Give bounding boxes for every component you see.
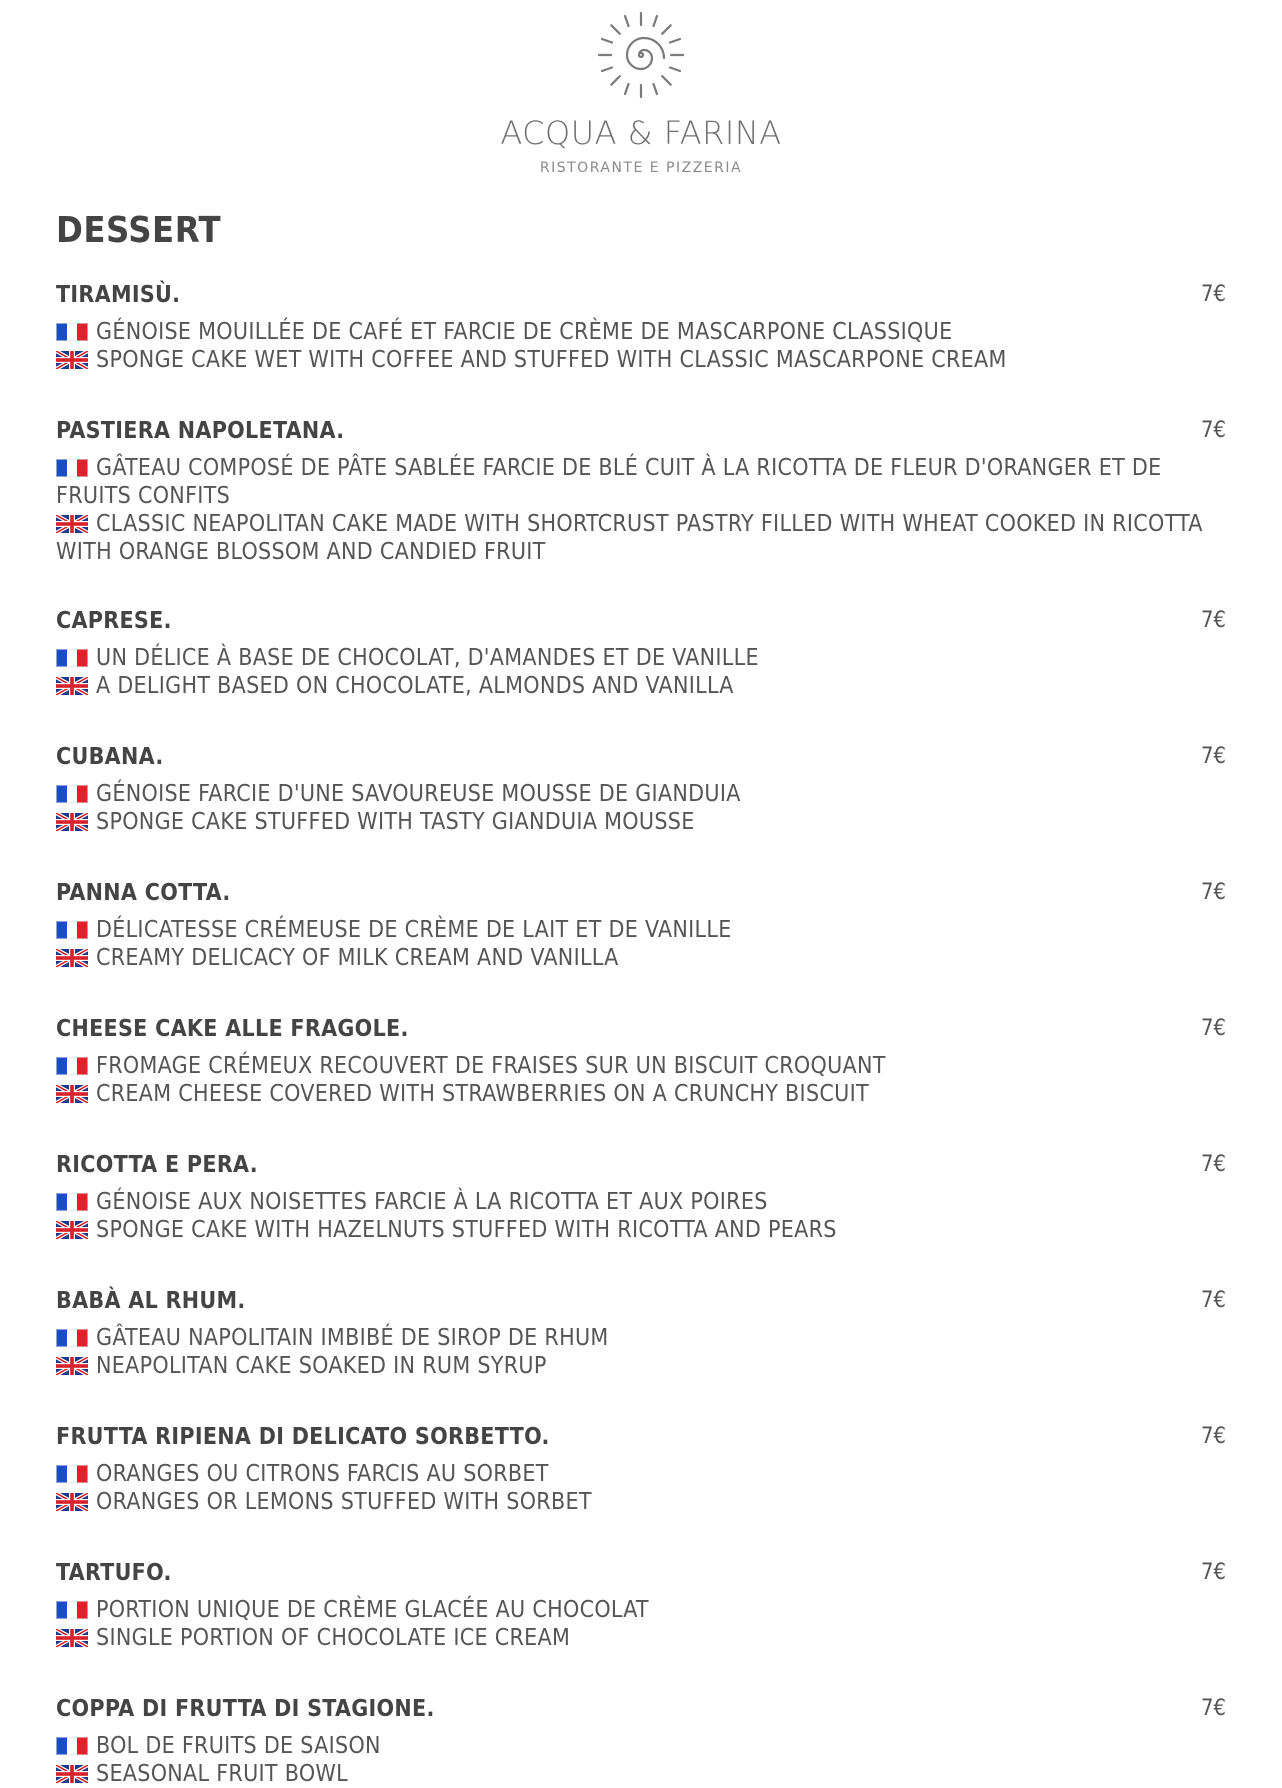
french-flag-icon (56, 649, 88, 667)
menu-item-name: RICOTTA E PERA. (56, 1152, 258, 1178)
menu-item-header (56, 876, 1226, 910)
menu-item (56, 1692, 1226, 1788)
menu-item-price: 7€ (1200, 880, 1226, 905)
uk-flag-icon (56, 1357, 88, 1375)
menu-item-price: 7€ (1200, 608, 1226, 633)
french-flag-icon (56, 785, 88, 803)
menu-item-name: BABÀ AL RHUM. (56, 1288, 246, 1314)
menu-item-price: 7€ (1200, 1152, 1226, 1177)
menu-item-price: 7€ (1200, 418, 1226, 443)
menu-item (56, 1420, 1226, 1516)
menu-item-price: 7€ (1200, 282, 1226, 307)
menu-item-description (56, 1324, 1226, 1380)
menu-item-header (56, 278, 1226, 312)
menu-item-name: CAPRESE. (56, 608, 172, 634)
description-french-text: UN DÉLICE À BASE DE CHOCOLAT, D'AMANDES ET DE VANILLE (96, 645, 759, 671)
uk-flag-icon (56, 1765, 88, 1783)
menu-item (56, 1556, 1226, 1652)
french-flag-icon (56, 1465, 88, 1483)
description-english (56, 1352, 1226, 1380)
description-french-text: PORTION UNIQUE DE CRÈME GLACÉE AU CHOCOLAT (96, 1597, 649, 1623)
menu-item-price: 7€ (1200, 1560, 1226, 1585)
menu-item-name: COPPA DI FRUTTA DI STAGIONE. (56, 1696, 435, 1722)
description-english-text: SINGLE PORTION OF CHOCOLATE ICE CREAM (96, 1625, 571, 1651)
menu-item-name: TIRAMISÙ. (56, 282, 181, 308)
french-flag-icon (56, 1601, 88, 1619)
menu-item (56, 1148, 1226, 1244)
menu-item-description (56, 1596, 1226, 1652)
menu-item-name: CUBANA. (56, 744, 164, 770)
description-french-text: GÉNOISE FARCIE D'UNE SAVOUREUSE MOUSSE DE GIANDUIA (96, 781, 741, 807)
description-french-text: GÉNOISE MOUILLÉE DE CAFÉ ET FARCIE DE CRÈME DE MASCARPONE CLASSIQUE (96, 319, 953, 345)
description-french-text: ORANGES OU CITRONS FARCIS AU SORBET (96, 1461, 549, 1487)
uk-flag-icon (56, 813, 88, 831)
description-french (56, 644, 1226, 672)
french-flag-icon (56, 1193, 88, 1211)
description-english (56, 1760, 1226, 1788)
uk-flag-icon (56, 949, 88, 967)
menu-item (56, 604, 1226, 700)
description-english-text: CREAM CHEESE COVERED WITH STRAWBERRIES ON A CRUNCHY BISCUIT (96, 1081, 869, 1107)
menu-item-price: 7€ (1200, 1424, 1226, 1449)
uk-flag-icon (56, 1493, 88, 1511)
description-english (56, 510, 1226, 566)
description-english-text: SPONGE CAKE STUFFED WITH TASTY GIANDUIA MOUSSE (96, 809, 695, 835)
french-flag-icon (56, 921, 88, 939)
description-english (56, 944, 1226, 972)
description-french (56, 916, 1226, 944)
menu-item-name: PANNA COTTA. (56, 880, 231, 906)
menu-item-price: 7€ (1200, 1016, 1226, 1041)
description-english (56, 1216, 1226, 1244)
uk-flag-icon (56, 351, 88, 369)
menu-item (56, 414, 1226, 566)
description-english-text: CLASSIC NEAPOLITAN CAKE MADE WITH SHORTCRUST PASTRY FILLED WITH WHEAT COOKED IN RICOTTA WITH ORANGE BLOSSOM AND CANDIED FRUIT (56, 511, 1203, 565)
section-title: DESSERT (56, 210, 222, 251)
menu-item (56, 1284, 1226, 1380)
menu-item-description (56, 318, 1226, 374)
description-english-text: SPONGE CAKE WET WITH COFFEE AND STUFFED WITH CLASSIC MASCARPONE CREAM (96, 347, 1007, 373)
description-english-text: ORANGES OR LEMONS STUFFED WITH SORBET (96, 1489, 592, 1515)
menu-item (56, 1012, 1226, 1108)
description-english (56, 1488, 1226, 1516)
menu-item (56, 278, 1226, 374)
menu-item-description (56, 644, 1226, 700)
description-english (56, 1080, 1226, 1108)
description-english-text: NEAPOLITAN CAKE SOAKED IN RUM SYRUP (96, 1353, 547, 1379)
description-french-text: BOL DE FRUITS DE SAISON (96, 1733, 381, 1759)
french-flag-icon (56, 459, 88, 477)
brand-subtitle: RISTORANTE E PIZZERIA (539, 160, 743, 176)
menu-item-description (56, 1188, 1226, 1244)
french-flag-icon (56, 1329, 88, 1347)
menu-item-name: FRUTTA RIPIENA DI DELICATO SORBETTO. (56, 1424, 550, 1450)
description-french (56, 1324, 1226, 1352)
menu-item-price: 7€ (1200, 1696, 1226, 1721)
menu-item-name: TARTUFO. (56, 1560, 172, 1586)
menu-item-description (56, 1052, 1226, 1108)
menu-item-description (56, 1732, 1226, 1788)
uk-flag-icon (56, 1221, 88, 1239)
menu-item (56, 740, 1226, 836)
menu-item-price: 7€ (1200, 1288, 1226, 1313)
menu-item-header (56, 604, 1226, 638)
description-french-text: FROMAGE CRÉMEUX RECOUVERT DE FRAISES SUR UN BISCUIT CROQUANT (96, 1053, 886, 1079)
menu-item (56, 876, 1226, 972)
uk-flag-icon (56, 515, 88, 533)
dessert-menu (56, 278, 1226, 1788)
description-french-text: GÂTEAU NAPOLITAIN IMBIBÉ DE SIROP DE RHUM (96, 1325, 609, 1351)
menu-item-description (56, 916, 1226, 972)
description-english-text: SPONGE CAKE WITH HAZELNUTS STUFFED WITH RICOTTA AND PEARS (96, 1217, 837, 1243)
description-french (56, 1188, 1226, 1216)
description-english (56, 672, 1226, 700)
description-french-text: GÉNOISE AUX NOISETTES FARCIE À LA RICOTTA ET AUX POIRES (96, 1189, 768, 1215)
menu-item-header (56, 1420, 1226, 1454)
description-french (56, 780, 1226, 808)
menu-item-price: 7€ (1200, 744, 1226, 769)
menu-item-name: PASTIERA NAPOLETANA. (56, 418, 345, 444)
menu-item-description (56, 780, 1226, 836)
description-french (56, 1596, 1226, 1624)
description-english-text: A DELIGHT BASED ON CHOCOLATE, ALMONDS AND VANILLA (96, 673, 734, 699)
menu-item-description (56, 1460, 1226, 1516)
menu-item-description (56, 454, 1226, 566)
menu-item-name: CHEESE CAKE ALLE FRAGOLE. (56, 1016, 409, 1042)
menu-item-header (56, 1148, 1226, 1182)
uk-flag-icon (56, 677, 88, 695)
description-french-text: DÉLICATESSE CRÉMEUSE DE CRÈME DE LAIT ET DE VANILLE (96, 917, 732, 943)
french-flag-icon (56, 323, 88, 341)
uk-flag-icon (56, 1629, 88, 1647)
brand-name: ACQUA & FARINA (500, 114, 782, 152)
description-english (56, 346, 1226, 374)
description-french (56, 1732, 1226, 1760)
menu-item-header (56, 1556, 1226, 1590)
description-french (56, 1460, 1226, 1488)
description-french (56, 454, 1226, 510)
description-french (56, 318, 1226, 346)
description-english (56, 808, 1226, 836)
french-flag-icon (56, 1057, 88, 1075)
menu-item-header (56, 414, 1226, 448)
description-french (56, 1052, 1226, 1080)
description-english-text: CREAMY DELICACY OF MILK CREAM AND VANILLA (96, 945, 619, 971)
description-french-text: GÂTEAU COMPOSÉ DE PÂTE SABLÉE FARCIE DE BLÉ CUIT À LA RICOTTA DE FLEUR D'ORANGER ET DE FRUITS CONFITS (56, 455, 1162, 509)
description-english-text: SEASONAL FRUIT BOWL (96, 1761, 348, 1787)
sun-spiral-icon (596, 10, 686, 100)
menu-item-header (56, 740, 1226, 774)
french-flag-icon (56, 1737, 88, 1755)
description-english (56, 1624, 1226, 1652)
uk-flag-icon (56, 1085, 88, 1103)
menu-item-header (56, 1692, 1226, 1726)
menu-item-header (56, 1284, 1226, 1318)
menu-item-header (56, 1012, 1226, 1046)
